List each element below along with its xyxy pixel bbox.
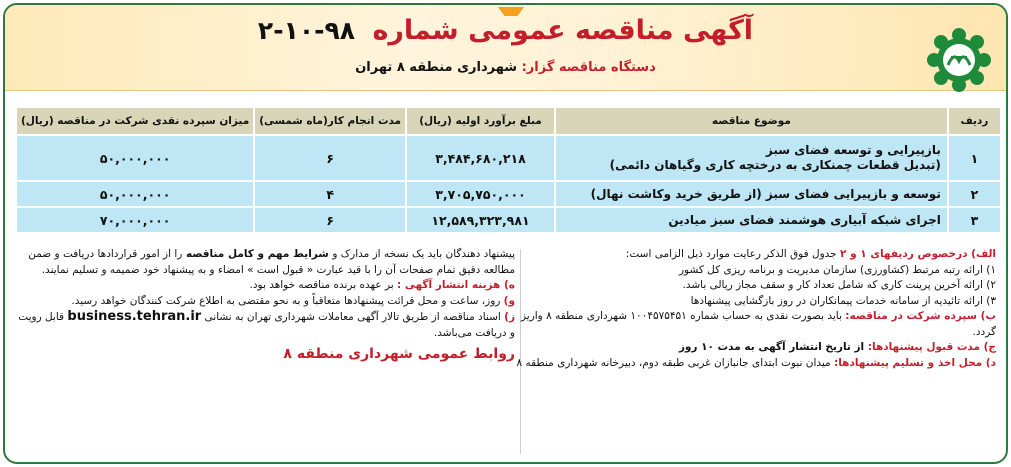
- clause-alef: [516, 247, 996, 263]
- row-deposit: ۷۰,۰۰۰,۰۰۰: [17, 208, 253, 232]
- tender-table: [15, 106, 1002, 234]
- clause-ze-text: اسناد مناقصه از طریق تالار آگهی معاملات شهرداری تهران به نشانی: [204, 311, 505, 323]
- bidder-intro-rest: را از امور قراردادها دریافت و ضمن مطالعه دقیق تمام صفحات آن را با قید عبارت « قبول است » امضاء و به پیشنهاد خود ضمیمه و تسلیم نمایند.: [28, 248, 515, 276]
- row-estimate: ۳,۷۰۵,۷۵۰,۰۰۰: [407, 182, 554, 206]
- clause-jim-text: از تاریخ انتشار آگهی به مدت ۱۰ روز: [678, 341, 868, 353]
- clause-he: [15, 278, 515, 294]
- row-number: ۱: [949, 136, 1000, 180]
- conditions-left: [15, 247, 515, 459]
- clause-dal-text: میدان نبوت ابتدای جانبازان غربی طبقه دوم، دبیرخانه شهرداری منطقه ۸: [516, 356, 835, 369]
- clause-alef-item: ۳) ارائه تائیدیه از سامانه خدمات پیمانکاران در روز بازگشایی پیشنهادها: [690, 294, 996, 307]
- row-estimate: ۳,۴۸۴,۶۸۰,۲۱۸: [407, 136, 554, 180]
- clause-ze-label: ز): [504, 311, 515, 323]
- row-deposit: ۵۰,۰۰۰,۰۰۰: [17, 182, 253, 206]
- table-row: [17, 182, 1000, 206]
- clause-be: [516, 309, 996, 340]
- row-duration: ۶: [255, 208, 405, 232]
- clause-jim: [516, 340, 996, 356]
- table-row: [17, 208, 1000, 232]
- row-subject: اجرای شبکه آبیاری هوشمند فضای سبز میادین: [556, 208, 947, 232]
- bidder-instructions: [15, 247, 515, 278]
- clause-he-label: ه) هزینه انتشار آگهی :: [397, 279, 515, 291]
- row-estimate: ۱۲,۵۸۹,۳۲۳,۹۸۱: [407, 208, 554, 232]
- website-link[interactable]: business.tehran.ir: [67, 309, 202, 324]
- clause-he-text: بر عهده برنده مناقصه خواهد بود.: [249, 279, 397, 291]
- row-deposit: ۵۰,۰۰۰,۰۰۰: [17, 136, 253, 180]
- tender-number: ۹۸-۱۰-۲: [257, 16, 356, 45]
- row-duration: ۴: [255, 182, 405, 206]
- tehran-municipality-logo-icon: [926, 27, 992, 93]
- header-duration: مدت انجام کار(ماه شمسی): [255, 108, 405, 134]
- clause-alef-label: الف) درخصوص ردیفهای ۱ و ۲: [840, 248, 996, 260]
- organizer-value: شهرداری منطقه ۸ تهران: [355, 60, 518, 75]
- clause-dal-label: د) محل اخذ و تسلیم پیشنهادها:: [834, 356, 996, 369]
- clause-ze-tail: قابل رویت و دریافت می‌باشد.: [18, 311, 515, 339]
- title-text: آگهی مناقصه عمومی شماره: [372, 15, 754, 46]
- subject-line: بازپیرایی و توسعه فضای سبز: [765, 143, 941, 157]
- row-subject: [556, 136, 947, 180]
- organizer-line: [205, 60, 806, 82]
- footer-signature: روابط عمومی شهرداری منطقه ۸: [283, 346, 515, 362]
- header-deposit: میزان سپرده نقدی شرکت در مناقصه (ریال): [17, 108, 253, 134]
- bidder-intro: پیشنهاد دهندگان باید یک نسخه از مدارک و: [332, 248, 515, 260]
- subject-line: (تبدیل قطعات چمنکاری به درختچه کاری وگیاهان دائمی): [609, 158, 941, 172]
- clause-vav: [15, 294, 515, 310]
- clause-jim-label: ج) مدت قبول پیشنهادها:: [867, 341, 996, 353]
- clause-alef-item: ۱) ارائه رتبه مرتبط (کشاورزی) سازمان مدیریت و برنامه ریزی کل کشور: [678, 263, 996, 276]
- clause-alef-item: ۲) ارائه آخرین پرینت کاری که شامل تعداد کار و سقف مجاز ریالی باشد.: [682, 279, 996, 291]
- clause-alef-text: جدول فوق الذکر رعایت موارد ذیل الزامی است:: [625, 248, 841, 260]
- clause-vav-label: و): [503, 294, 515, 307]
- row-number: ۳: [949, 208, 1000, 232]
- page-title: [155, 15, 856, 55]
- clause-be-text: باید بصورت نقدی به حساب شماره ۱۰۰۴۵۷۵۴۵۱ شهرداری منطقه ۸ واریز گردد.: [520, 310, 996, 338]
- table-row: [17, 136, 1000, 180]
- clause-be-label: ب) سپرده شرکت در مناقصه:: [845, 310, 996, 322]
- header-estimate: مبلغ برآورد اولیه (ریال): [407, 108, 554, 134]
- conditions-right: [516, 247, 996, 459]
- clause-ze: [15, 309, 515, 341]
- header-subject: موضوع مناقصه: [556, 108, 947, 134]
- header-row-no: ردیف: [949, 108, 1000, 134]
- row-subject: توسعه و بازپیرایی فضای سبز (از طریق خرید وکاشت نهال): [556, 182, 947, 206]
- row-duration: ۶: [255, 136, 405, 180]
- organizer-label: دستگاه مناقصه گزار:: [521, 60, 656, 75]
- clause-vav-text: روز، ساعت و محل قرائت پیشنهادها متعاقباً و به نحو مقتضی به اطلاع شرکت کنندگان خواهد رسید.: [71, 294, 504, 307]
- clause-dal: [516, 356, 996, 372]
- table-header-row: [17, 108, 1000, 134]
- tender-notice: [3, 3, 1008, 464]
- bidder-intro-bold: شرایط مهم و کامل مناقصه: [182, 248, 333, 260]
- row-number: ۲: [949, 182, 1000, 206]
